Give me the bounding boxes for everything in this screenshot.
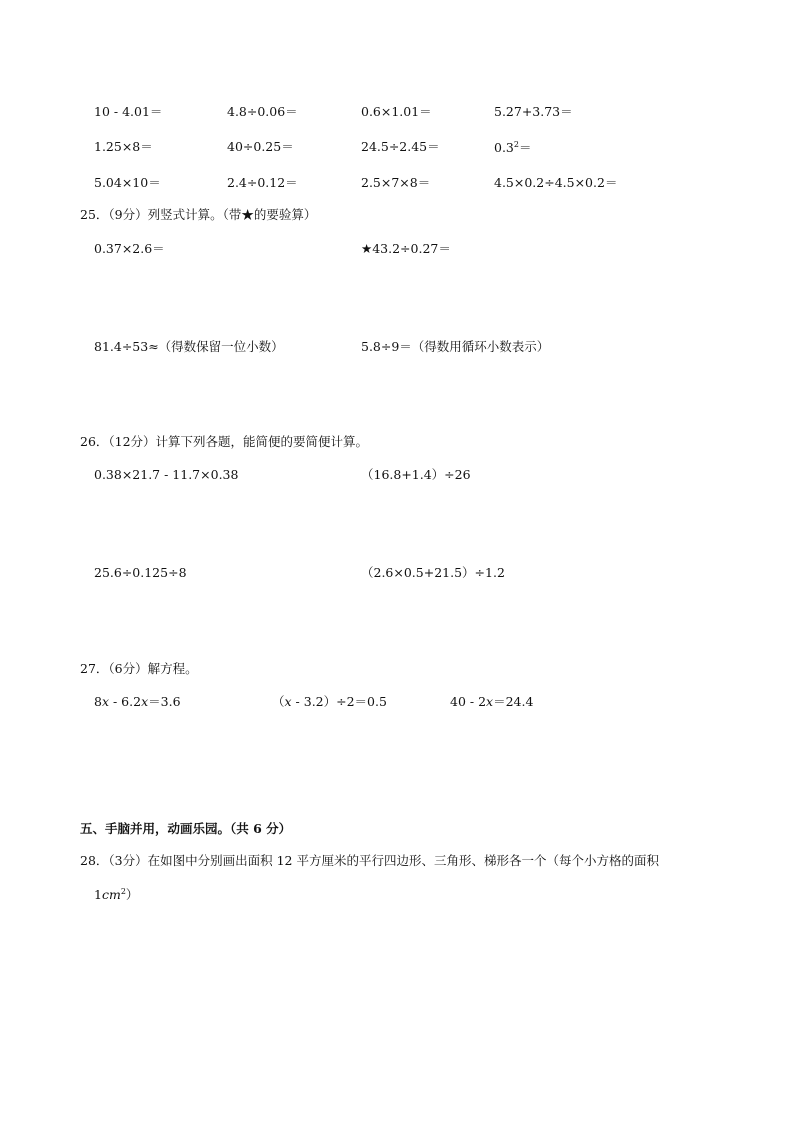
q27-title: 27．（6分）解方程。 [80, 661, 198, 676]
section-5-heading: 五、手脑并用，动画乐园。（共 6 分） [80, 821, 292, 836]
q27-eq1-c: ＝3.6 [148, 694, 181, 709]
oral-r3-c3: 2.5×7×8＝ [361, 175, 431, 190]
oral-r2-c4 [494, 141, 532, 155]
q27-eq3-var: x [486, 694, 494, 709]
q28-unit: cm [101, 887, 121, 902]
q26-title: 26．（12分）计算下列各题，能简便的要简便计算。 [80, 434, 369, 449]
q28-line-2 [94, 888, 138, 902]
oral-r1-c2: 4.8÷0.06＝ [227, 104, 298, 119]
q26-item-3: 25.6÷0.125÷8 [94, 565, 187, 580]
oral-r1-c3: 0.6×1.01＝ [361, 104, 432, 119]
q25-item-2: ★43.2÷0.27＝ [361, 241, 451, 256]
oral-r2-c3: 24.5÷2.45＝ [361, 139, 440, 154]
q27-eq1-b: - 6.2 [109, 694, 142, 709]
q27-eq1-a: 8 [94, 694, 102, 709]
q26-item-2: （16.8+1.4）÷26 [361, 467, 471, 482]
q26-item-4: （2.6×0.5+21.5）÷1.2 [361, 565, 505, 580]
q27-equation-2 [272, 696, 387, 709]
q26-item-1: 0.38×21.7 - 11.7×0.38 [94, 467, 239, 482]
oral-r3-c2: 2.4÷0.12＝ [227, 175, 298, 190]
q25-item-1: 0.37×2.6＝ [94, 241, 165, 256]
oral-r1-c4: 5.27+3.73＝ [494, 104, 573, 119]
q25-item-4: 5.8÷9＝（得数用循环小数表示） [361, 339, 550, 354]
q27-eq1-var2: x [141, 694, 149, 709]
q25-title: 25．（9分）列竖式计算。（带★的要验算） [80, 207, 317, 222]
q27-eq3-b: ＝24.4 [493, 694, 534, 709]
oral-r3-c4: 4.5×0.2÷4.5×0.2＝ [494, 175, 618, 190]
q27-equation-3 [450, 696, 533, 709]
q27-eq1-var1: x [101, 694, 110, 709]
q27-eq2-b: - 3.2）÷2＝0.5 [291, 694, 387, 709]
oral-r2-c1: 1.25×8＝ [94, 139, 153, 154]
q25-item-3: 81.4÷53≈（得数保留一位小数） [94, 339, 284, 354]
oral-r3-c1: 5.04×10＝ [94, 175, 161, 190]
q27-eq2-var: x [284, 694, 292, 709]
q27-eq3-a: 40 - 2 [450, 694, 487, 709]
q27-eq2-a: （ [272, 694, 285, 709]
oral-r2-c4-tail: ＝ [518, 140, 532, 155]
oral-r2-c4-exp: 2 [513, 140, 519, 149]
q28-line-1: 28．（3分）在如图中分别画出面积 12 平方厘米的平行四边形、三角形、梯形各一个（每个小方格的面积 [80, 853, 659, 868]
oral-r2-c4-base: 0.3 [494, 140, 514, 155]
oral-r1-c1: 10 - 4.01＝ [94, 104, 163, 119]
q28-unit-num: 1 [94, 887, 102, 902]
q28-close-paren: ） [125, 887, 139, 902]
q27-equation-1 [94, 696, 181, 709]
q28-unit-exp: 2 [120, 887, 126, 896]
oral-r2-c2: 40÷0.25＝ [227, 139, 294, 154]
